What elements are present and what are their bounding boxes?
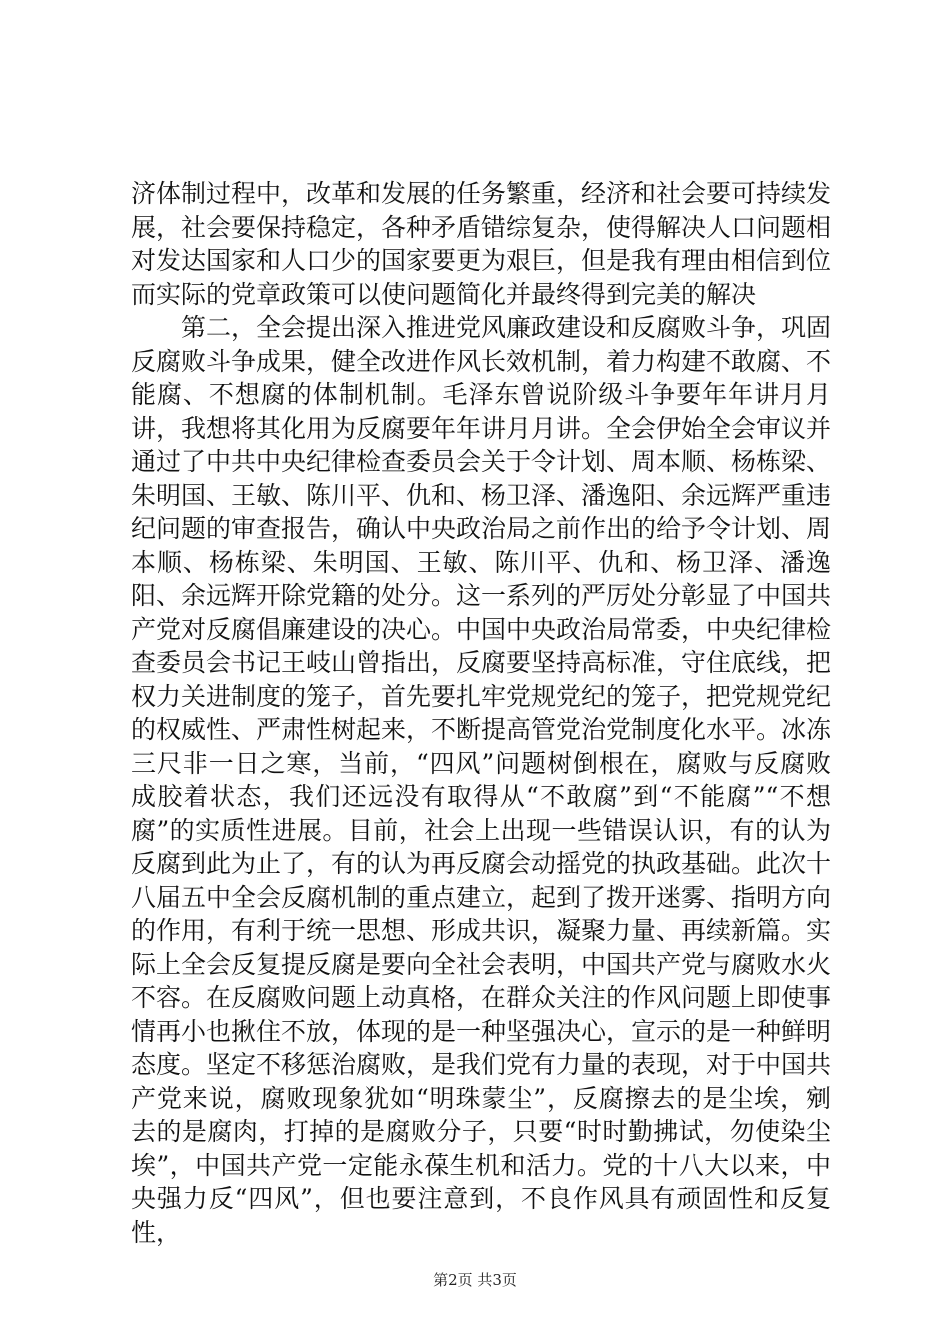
- body-text: [131, 177, 831, 1249]
- page-footer: [0, 1270, 950, 1290]
- paragraph-second-point: 第二，全会提出深入推进党风廉政建设和反腐败斗争，巩固反腐败斗争成果，健全改进作风长效机制，着力构建不敢腐、不能腐、不想腐的体制机制。毛泽东曾说阶级斗争要年年讲月月讲，我想将其化用为反腐要年年讲月月讲。全会伊始全会审议并通过了中共中央纪律检查委员会关于令计划、周本顺、杨栋梁、朱明国、王敏、陈川平、仇和、杨卫泽、潘逸阳、余远辉严重违纪问题的审查报告，确认中央政治局之前作出的给予令计划、周本顺、杨栋梁、朱明国、王敏、陈川平、仇和、杨卫泽、潘逸阳、余远辉开除党籍的处分。这一系列的严厉处分彰显了中国共产党对反腐倡廉建设的决心。中国中央政治局常委，中央纪律检查委员会书记王岐山曾指出，反腐要坚持高标准，守住底线，把权力关进制度的笼子，首先要扎牢党规党纪的笼子，把党规党纪的权威性、严肃性树起来，不断提高管党治党制度化水平。冰冻三尺非一日之寒，当前，“四风”问题树倒根在，腐败与反腐败成胶着状态，我们还远没有取得从“不敢腐”到“不能腐”“不想腐”的实质性进展。目前，社会上出现一些错误认识，有的认为反腐到此为止了，有的认为再反腐会动摇党的执政基础。此次十八届五中全会反腐机制的重点建立，起到了拨开迷雾、指明方向的作用，有利于统一思想、形成共识，凝聚力量、再续新篇。实际上全会反复提反腐是要向全社会表明，中国共产党与腐败水火不容。在反腐败问题上动真格，在群众关注的作风问题上即使事情再小也揪住不放，体现的是一种坚强决心，宣示的是一种鲜明态度。坚定不移惩治腐败，是我们党有力量的表现，对于中国共产党来说，腐败现象犹如“明珠蒙尘”，反腐擦去的是尘埃，剜去的是腐肉，打掉的是腐败分子，只要“时时勤拂试，勿使染尘埃”，中国共产党一定能永葆生机和活力。党的十八大以来，中央强力反“四风”，但也要注意到，不良作风具有顽固性和反复性，: [131, 313, 832, 1247]
- page-number: 第2页 共3页: [433, 1271, 517, 1289]
- paragraph-continuation: 济体制过程中，改革和发展的任务繁重，经济和社会要可持续发展，社会要保持稳定，各种矛盾错综复杂，使得解决人口问题相对发达国家和人口少的国家要更为艰巨，但是我有理由相信到位而实际的党章政策可以使问题简化并最终得到完美的解决: [131, 179, 832, 309]
